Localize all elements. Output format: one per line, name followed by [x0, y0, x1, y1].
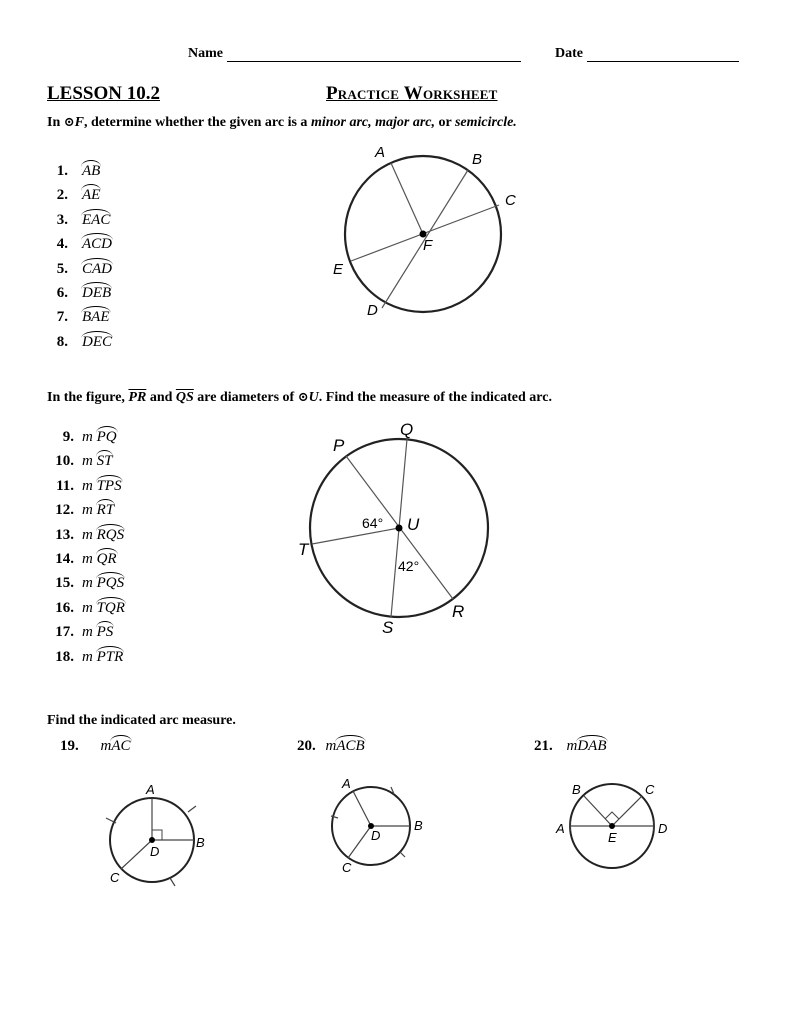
label-d: D — [367, 302, 378, 319]
question-number: 12. — [55, 502, 74, 518]
arc-name: QR — [97, 548, 117, 570]
arc-name: AB — [82, 160, 100, 182]
question-number: 8. — [56, 334, 68, 350]
question-number: 7. — [56, 309, 68, 325]
date-label: Date — [555, 46, 583, 61]
angle-label-64: 64° — [362, 515, 384, 531]
question-item — [50, 426, 117, 448]
circle-u-figure — [290, 415, 495, 640]
question-item — [50, 184, 100, 206]
measure-label: m — [82, 624, 93, 640]
section3-instructions: Find the indicated arc measure. — [47, 713, 236, 728]
label-c: C — [505, 192, 516, 209]
label-r: R — [452, 602, 465, 621]
arc-name: TPS — [97, 475, 122, 497]
question-number: 10. — [55, 453, 74, 469]
question-number: 15. — [55, 575, 74, 591]
problem-19-figure — [100, 778, 220, 888]
problem-21-figure — [550, 778, 680, 883]
question-item — [50, 475, 122, 497]
label-a: A — [375, 144, 386, 161]
arc-name: PTR — [97, 646, 124, 668]
name-label: Name — [188, 46, 223, 61]
question-number: 2. — [56, 187, 68, 203]
arc-name: PS — [97, 621, 114, 643]
question-item — [50, 646, 123, 668]
label-e: E — [333, 261, 344, 278]
question-item — [50, 572, 124, 594]
measure-label: m — [82, 527, 93, 543]
section2-instructions: In the figure, $\overline{PR}$ and $\overline{QS}$ are diameters of ⊙U. Find the measure of the indicated arc. — [47, 389, 552, 405]
question-number: 18. — [55, 649, 74, 665]
question-item — [50, 160, 100, 182]
measure-label: m — [82, 600, 93, 616]
angle-label-42: 42° — [398, 558, 420, 574]
arc-name: RT — [97, 499, 115, 521]
question-number: 16. — [55, 600, 74, 616]
label-d-21: D — [658, 821, 668, 836]
question-number: 1. — [56, 163, 68, 179]
arc-name: BAE — [82, 306, 110, 328]
circle-symbol: ⊙ — [297, 389, 309, 404]
center-point-u — [396, 525, 403, 532]
measure-label: m — [82, 429, 93, 445]
section1-instructions: In ⊙F, determine whether the given arc is a minor arc, major arc, or semicircle. — [47, 114, 517, 130]
label-b: B — [472, 151, 483, 168]
label-q: Q — [400, 420, 414, 439]
question-item — [50, 524, 124, 546]
measure-label: m — [82, 453, 93, 469]
question-item — [50, 331, 112, 353]
question-item — [50, 597, 125, 619]
measure-label: m — [82, 551, 93, 567]
arc-name: AE — [82, 184, 100, 206]
label-p: P — [333, 436, 345, 455]
arc-name: DEC — [82, 331, 112, 353]
question-item — [50, 209, 110, 231]
label-b-21: B — [572, 782, 581, 797]
arc-name: EAC — [82, 209, 110, 231]
question-number: 5. — [56, 261, 68, 277]
question-number: 4. — [56, 236, 68, 252]
arc-name: PQ — [97, 426, 117, 448]
question-number: 14. — [55, 551, 74, 567]
label-a-20: A — [342, 776, 351, 791]
arc-name: ST — [97, 450, 113, 472]
question-item — [50, 258, 112, 280]
question-number: 3. — [56, 212, 68, 228]
arc-name: RQS — [97, 524, 125, 546]
lesson-number: LESSON 10.2 — [47, 83, 160, 104]
label-c-21: C — [645, 782, 655, 797]
circle-symbol: ⊙ — [63, 114, 75, 129]
arc-name: DEB — [82, 282, 111, 304]
circle-f-figure — [325, 138, 525, 323]
question-item — [50, 233, 112, 255]
label-c-20: C — [342, 860, 352, 875]
worksheet-title: Practice Worksheet — [326, 83, 498, 104]
label-a-21: A — [556, 821, 565, 836]
right-angle-marker-21 — [605, 812, 619, 819]
arc-name: TQR — [97, 597, 125, 619]
label-b-20: B — [414, 818, 423, 833]
measure-label: m — [82, 478, 93, 494]
date-line[interactable] — [587, 47, 739, 62]
question-number: 17. — [55, 624, 74, 640]
question-item — [50, 499, 114, 521]
measure-label: m — [82, 575, 93, 591]
measure-label: m — [82, 502, 93, 518]
arc-name: PQS — [97, 572, 125, 594]
label-a-19: A — [146, 782, 155, 797]
question-item — [50, 450, 112, 472]
label-s: S — [382, 618, 394, 637]
problem-20-label: 20. mACB — [297, 735, 365, 757]
problem-21-label: 21. mDAB — [534, 735, 607, 757]
name-field[interactable] — [188, 46, 521, 62]
name-line[interactable] — [227, 47, 521, 62]
question-item — [50, 621, 113, 643]
label-d-19: D — [150, 844, 160, 859]
arc-name: CAD — [82, 258, 112, 280]
question-item — [50, 306, 110, 328]
arc-name: ACD — [82, 233, 112, 255]
label-b-19: B — [196, 835, 205, 850]
question-number: 6. — [56, 285, 68, 301]
problem-19-label: 19. mAC — [60, 735, 131, 757]
segment-qs: $\overline{QS}$ — [175, 390, 194, 405]
question-item — [50, 282, 111, 304]
measure-label: m — [82, 649, 93, 665]
label-c-19: C — [110, 870, 120, 885]
question-number: 9. — [62, 429, 74, 445]
label-d-20: D — [371, 828, 381, 843]
label-e-21: E — [608, 830, 617, 845]
problem-20-figure — [326, 772, 436, 882]
date-field[interactable] — [555, 46, 739, 62]
radius-ut — [312, 528, 399, 544]
question-number: 13. — [55, 527, 74, 543]
label-f: F — [423, 237, 433, 254]
question-item — [50, 548, 117, 570]
radius-fa — [391, 163, 423, 234]
question-number: 11. — [56, 478, 74, 494]
label-u: U — [407, 515, 420, 534]
label-t: T — [298, 540, 309, 559]
segment-pr: $\overline{PR}$ — [128, 390, 147, 405]
